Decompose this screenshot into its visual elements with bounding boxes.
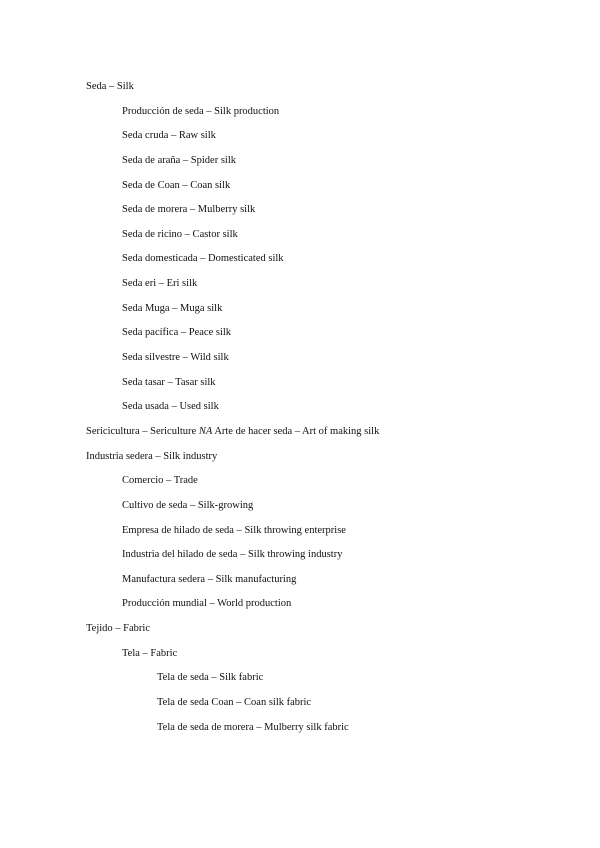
term-text: Seda – Silk xyxy=(86,81,134,92)
term-entry-level-1 xyxy=(0,277,600,302)
term-text: Seda de morera – Mulberry silk xyxy=(122,204,256,216)
term-text: Seda Muga – Muga silk xyxy=(122,302,223,314)
term-entry-level-2 xyxy=(0,671,600,696)
term-entry-level-1 xyxy=(0,499,600,524)
term-entry-level-1 xyxy=(0,179,600,204)
term-entry-level-1 xyxy=(0,203,600,228)
term-entry-level-1 xyxy=(0,302,600,327)
term-text: Comercio – Trade xyxy=(122,475,198,487)
term-text: Tela de seda de morera – Mulberry silk fabric xyxy=(157,721,349,733)
term-entry-level-1 xyxy=(0,400,600,425)
term-entry-level-1 xyxy=(0,351,600,376)
term-text: Seda silvestre – Wild silk xyxy=(122,352,229,364)
term-text: Tejido – Fabric xyxy=(86,623,150,635)
term-text: Empresa de hilado de seda – Silk throwing enterprise xyxy=(122,524,346,536)
term-entry-level-1 xyxy=(0,105,600,130)
term-text: Cultivo de seda – Silk-growing xyxy=(122,499,254,511)
scope-note-label: NA xyxy=(198,425,213,437)
term-entry-level-1 xyxy=(0,474,600,499)
term-entry-level-1 xyxy=(0,154,600,179)
term-entry-level-1 xyxy=(0,548,600,573)
term-entry-level-1 xyxy=(0,647,600,672)
term-entry-level-1 xyxy=(0,376,600,401)
term-text: Manufactura sedera – Silk manufacturing xyxy=(122,573,297,585)
term-text: Producción mundial – World production xyxy=(122,598,292,610)
term-entry-level-1 xyxy=(0,524,600,549)
term-text: Sericicultura – Sericulture xyxy=(86,425,197,437)
term-entry-level-1 xyxy=(0,573,600,598)
term-text: Seda usada – Used silk xyxy=(122,401,219,413)
term-text: Seda eri – Eri silk xyxy=(122,278,198,290)
term-text: Seda de araña – Spider silk xyxy=(122,154,237,166)
term-entry-level-0 xyxy=(0,622,600,647)
term-text: Seda tasar – Tasar silk xyxy=(122,376,216,388)
term-entry-level-1 xyxy=(0,597,600,622)
term-text: Industria del hilado de seda – Silk throwing industry xyxy=(122,549,343,561)
term-text: Tela de seda Coan – Coan silk fabric xyxy=(157,697,312,709)
term-entry-level-0 xyxy=(0,80,600,105)
term-entry-level-0 xyxy=(0,425,600,450)
term-text: Seda cruda – Raw silk xyxy=(122,130,216,142)
term-text: Tela – Fabric xyxy=(122,647,178,659)
term-text: Seda de Coan – Coan silk xyxy=(122,179,231,191)
term-entry-level-1 xyxy=(0,326,600,351)
term-entry-level-1 xyxy=(0,252,600,277)
term-text: Tela de seda – Silk fabric xyxy=(157,672,264,684)
term-entry-level-2 xyxy=(0,696,600,721)
term-entry-level-2 xyxy=(0,721,600,746)
thesaurus-list xyxy=(0,80,600,745)
scope-note-text: Arte de hacer seda – Art of making silk xyxy=(214,425,380,437)
term-text: Industria sedera – Silk industry xyxy=(86,450,218,462)
term-text: Seda de ricino – Castor silk xyxy=(122,228,238,240)
term-entry-level-1 xyxy=(0,129,600,154)
term-entry-level-0 xyxy=(0,450,600,475)
term-text: Seda pacífica – Peace silk xyxy=(122,327,232,339)
term-text: Seda domesticada – Domesticated silk xyxy=(122,253,284,265)
term-entry-level-1 xyxy=(0,228,600,253)
term-text: Producción de seda – Silk production xyxy=(122,105,280,117)
